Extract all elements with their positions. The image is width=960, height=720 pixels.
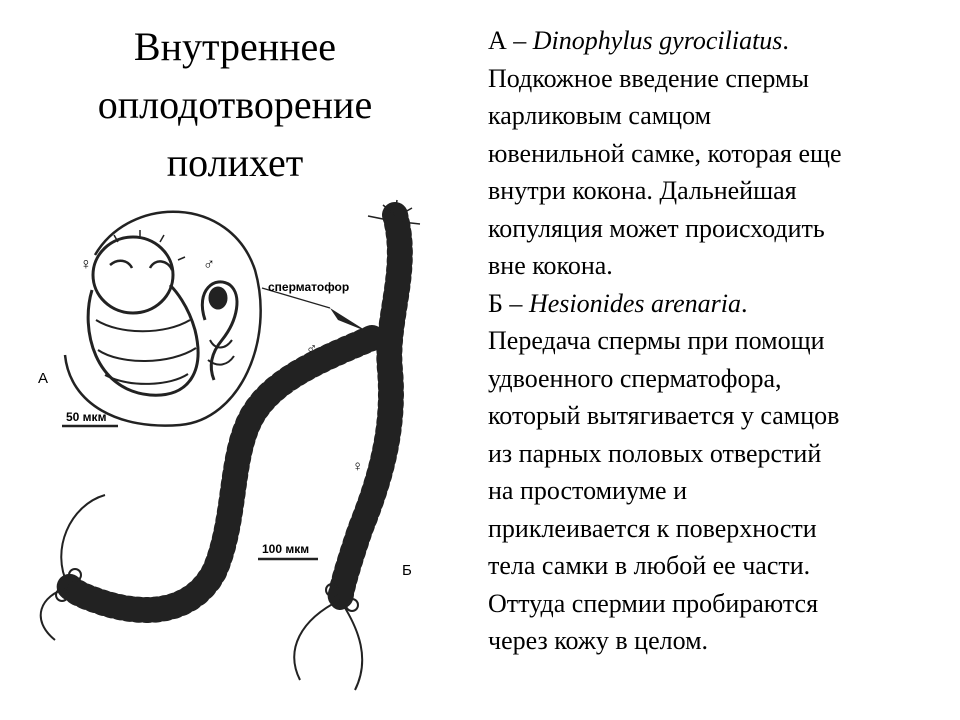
text-b-line: из парных половых отверстий bbox=[488, 438, 822, 468]
label-b: Б bbox=[402, 562, 412, 579]
text-b-line: через кожу в целом. bbox=[488, 626, 709, 655]
title-line-3: полихет bbox=[166, 140, 304, 185]
slide-title bbox=[40, 18, 430, 192]
text-b-line: который вытягивается у самцов bbox=[488, 401, 840, 430]
text-b-line: на простомиуме и bbox=[488, 476, 688, 505]
female-symbol-b: ♀ bbox=[352, 458, 364, 475]
text-b-line: удвоенного сперматофора, bbox=[488, 363, 782, 393]
text-b-line: Оттуда спермии пробираются bbox=[488, 588, 819, 618]
description-text bbox=[488, 22, 948, 660]
text-a-line: карликовым самцом bbox=[488, 101, 712, 130]
female-symbol-a: ♀ bbox=[80, 256, 92, 273]
title-line-1: Внутреннее bbox=[133, 24, 337, 69]
species-a-prefix: А – bbox=[488, 26, 533, 55]
scale-label-a: 50 мкм bbox=[66, 410, 107, 424]
text-a-line: копуляция может происходить bbox=[488, 213, 825, 243]
polychaete-drawing bbox=[0, 190, 470, 720]
text-a-line: ювенильной самке, которая еще bbox=[488, 138, 842, 168]
species-a-name: Dinophylus gyrociliatus bbox=[532, 26, 783, 55]
text-b-line: тела самки в любой ее части. bbox=[488, 551, 811, 580]
text-a-line: Подкожное введение спермы bbox=[488, 63, 809, 93]
species-b-prefix: Б – bbox=[488, 288, 529, 318]
title-line-2: оплодотворение bbox=[97, 82, 373, 127]
text-b-line: приклеивается к поверхности bbox=[488, 513, 817, 543]
male-symbol-b: ♂ bbox=[306, 340, 318, 357]
spermatophore-label: сперматофор bbox=[268, 280, 350, 294]
species-b-suffix: . bbox=[741, 288, 748, 318]
text-b-line: Передача спермы при помощи bbox=[488, 326, 825, 355]
species-a-heading bbox=[488, 22, 948, 60]
hesionides-male bbox=[294, 200, 420, 690]
dinophylus-male bbox=[202, 282, 237, 380]
species-b-name: Hesionides arenaria bbox=[528, 288, 742, 318]
scale-label-b: 100 мкм bbox=[262, 542, 310, 556]
male-symbol-a: ♂ bbox=[203, 256, 215, 273]
dinophylus-female bbox=[88, 230, 198, 395]
polychaete-illustration bbox=[0, 190, 470, 720]
species-a-suffix: . bbox=[782, 26, 789, 55]
text-a-line: внутри кокона. Дальнейшая bbox=[488, 176, 797, 205]
text-a-line: вне кокона. bbox=[488, 251, 613, 280]
hesionides-female bbox=[41, 338, 372, 640]
label-a: А bbox=[38, 370, 49, 387]
species-b-heading bbox=[488, 285, 948, 323]
